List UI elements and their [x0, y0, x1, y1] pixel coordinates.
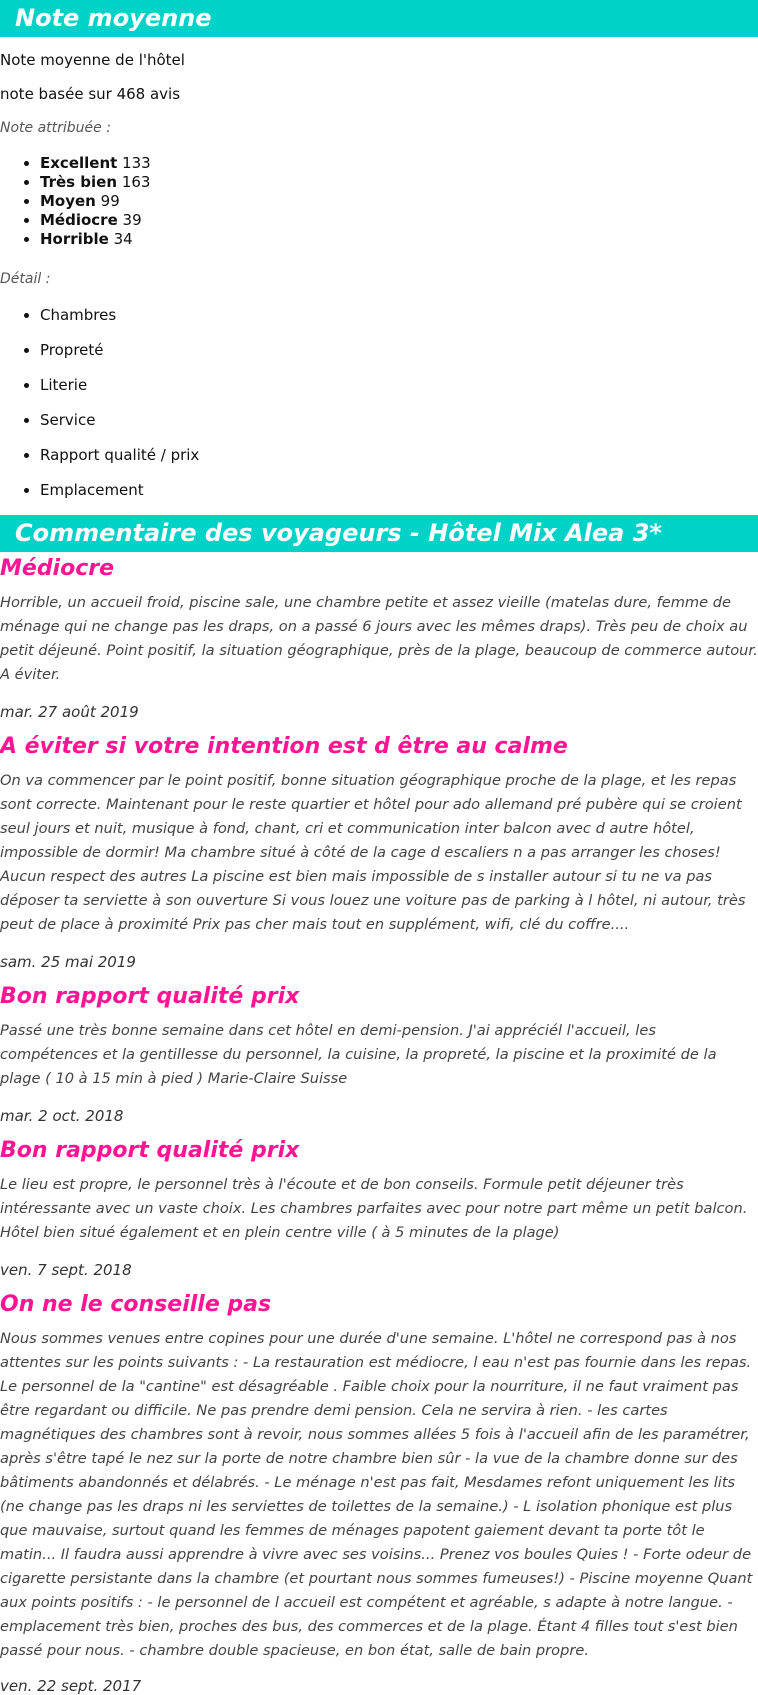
review-date: sam. 25 mai 2019	[0, 953, 136, 971]
rating-item	[40, 154, 758, 173]
rating-count: 133	[122, 154, 151, 172]
rating-count: 163	[121, 173, 151, 191]
review	[0, 1291, 758, 1695]
review-count-text: note basée sur 468 avis	[0, 85, 181, 103]
review	[0, 555, 758, 721]
review-title: Médiocre	[0, 556, 115, 581]
rating-count: 39	[122, 211, 142, 229]
review-title: Bon rapport qualité prix	[0, 1138, 300, 1163]
review-title: A éviter si votre intention est d être au calme	[0, 734, 568, 759]
section-title: Note moyenne	[15, 4, 212, 32]
detail-item-chambres: • Chambres	[40, 305, 758, 325]
rating-label: Moyen	[40, 192, 96, 210]
rating-item	[40, 230, 758, 249]
detail-item-service: • Service	[40, 410, 758, 430]
rating-label: Médiocre	[40, 211, 118, 229]
reviews-list	[0, 555, 758, 1695]
detail-list	[0, 305, 758, 500]
review-date: mar. 27 août 2019	[0, 703, 139, 721]
rating-item	[40, 211, 758, 230]
hotel-average-label: Note moyenne de l'hôtel	[0, 51, 185, 69]
review-title: Bon rapport qualité prix	[0, 984, 300, 1009]
review-text: Le lieu est propre, le personnel très à l'écoute et de bon conseils. Formule petit déjeuner très intéressante avec un vaste choix. Les chambres parfaites avec pour notre part même un petit balcon. Hôtel bien situé également et en plein centre ville ( à 5 minutes de la plage)	[0, 1176, 748, 1241]
review-text: Horrible, un accueil froid, piscine sale, une chambre petite et assez vieille (matelas dure, femme de ménage qui ne change pas les draps, on a passé 6 jours avec les mêmes draps). Très peu de choix au petit déjeuné. Point positif, la situation géographique, près de la plage, beaucoup de commerce autour. A éviter.	[0, 594, 758, 683]
review	[0, 1137, 758, 1279]
detail-item-literie: • Literie	[40, 375, 758, 395]
rating-label: Très bien	[40, 173, 118, 191]
review-text: Nous sommes venues entre copines pour une durée d'une semaine. L'hôtel ne correspond pas à nos attentes sur les points suivants : - La restauration est médiocre, l eau n'est pas fournie dans les repas. Le personnel de la "cantine" est désagréable . Faible choix pour la nourriture, il ne faut vraiment pas être regardant ou difficile. Ne pas prendre demi pension. Cela ne servira à rien. - les cartes magnétiques des chambres sont à revoir, nous sommes allées 5 fois à l'accueil afin de les paramétrer, après s'être tapé le nez sur la porte de notre chambre bien sûr - la vue de la chambre donne sur des bâtiments abandonnés et délabrés. - Le ménage n'est pas fait, Mesdames refont uniquement les lits (ne change pas les draps ni les serviettes de toilettes de la semaine.) - L isolation phonique est plus que mauvaise, surtout quand les femmes de ménages papotent gaiement devant ta porte tôt le matin... Il faudra aussi apprendre à vivre avec ses voisins... Prenez vos boules Quies ! - Forte odeur de cigarette persistante dans la chambre (et pourtant nous sommes fumeuses!) - Piscine moyenne Quant aux points positifs : - le personnel de l accueil est compétent et agréable, s adapte à notre langue. - emplacement très bien, proches des bus, des commerces et de la plage. Étant 4 filles tout s'est bien passé pour nous. - chambre double spacieuse, en bon état, salle de bain propre.	[0, 1330, 753, 1659]
rating-label: Excellent	[40, 154, 118, 172]
review-text: Passé une très bonne semaine dans cet hôtel en demi-pension. J'ai appréciél l'accueil, les compétences et la gentillesse du personnel, la cuisine, la propreté, la piscine et la proximité de la plage ( 10 à 15 min à pied ) Marie-Claire Suisse	[0, 1022, 717, 1087]
rating-label: Horrible	[40, 230, 109, 248]
detail-item-rapport-qualite-prix: • Rapport qualité / prix	[40, 445, 758, 465]
review	[0, 983, 758, 1125]
review-date: ven. 7 sept. 2018	[0, 1261, 132, 1279]
rating-count: 99	[100, 192, 120, 210]
section-header-average-rating	[0, 0, 758, 37]
section-header-traveller-reviews	[0, 515, 758, 552]
review	[0, 733, 758, 971]
rating-item	[40, 173, 758, 192]
section-title: Commentaire des voyageurs - Hôtel Mix Alea 3*	[15, 519, 662, 547]
rating-item	[40, 192, 758, 211]
detail-item-proprete: • Propreté	[40, 340, 758, 360]
rating-count: 34	[113, 230, 133, 248]
review-text: On va commencer par le point positif, bonne situation géographique proche de la plage, et les repas sont correcte. Maintenant pour le reste quartier et hôtel pour ado allemand pré pubère qui se croient seul jours et nuit, musique à fond, chant, cri et communication inter balcon avec d autre hôtel, impossible de dormir! Ma chambre situé à côté de la cage d escaliers n a pas arranger les choses! Aucun respect des autres La piscine est bien mais impossible de s installer autour si tu ne va pas déposer ta serviette à son ouverture Si vous louez une voiture pas de parking à l hôtel, ni autour, très peut de place à proximité Prix pas cher mais tout en supplément, wifi, clé du coffre....	[0, 772, 746, 933]
detail-label: Détail :	[0, 271, 51, 287]
review-date: ven. 22 sept. 2017	[0, 1677, 142, 1695]
attributed-rating-label: Note attribuée :	[0, 120, 111, 136]
detail-item-emplacement: • Emplacement	[40, 480, 758, 500]
review-title: On ne le conseille pas	[0, 1292, 272, 1317]
ratings-list	[0, 154, 758, 249]
review-date: mar. 2 oct. 2018	[0, 1107, 124, 1125]
